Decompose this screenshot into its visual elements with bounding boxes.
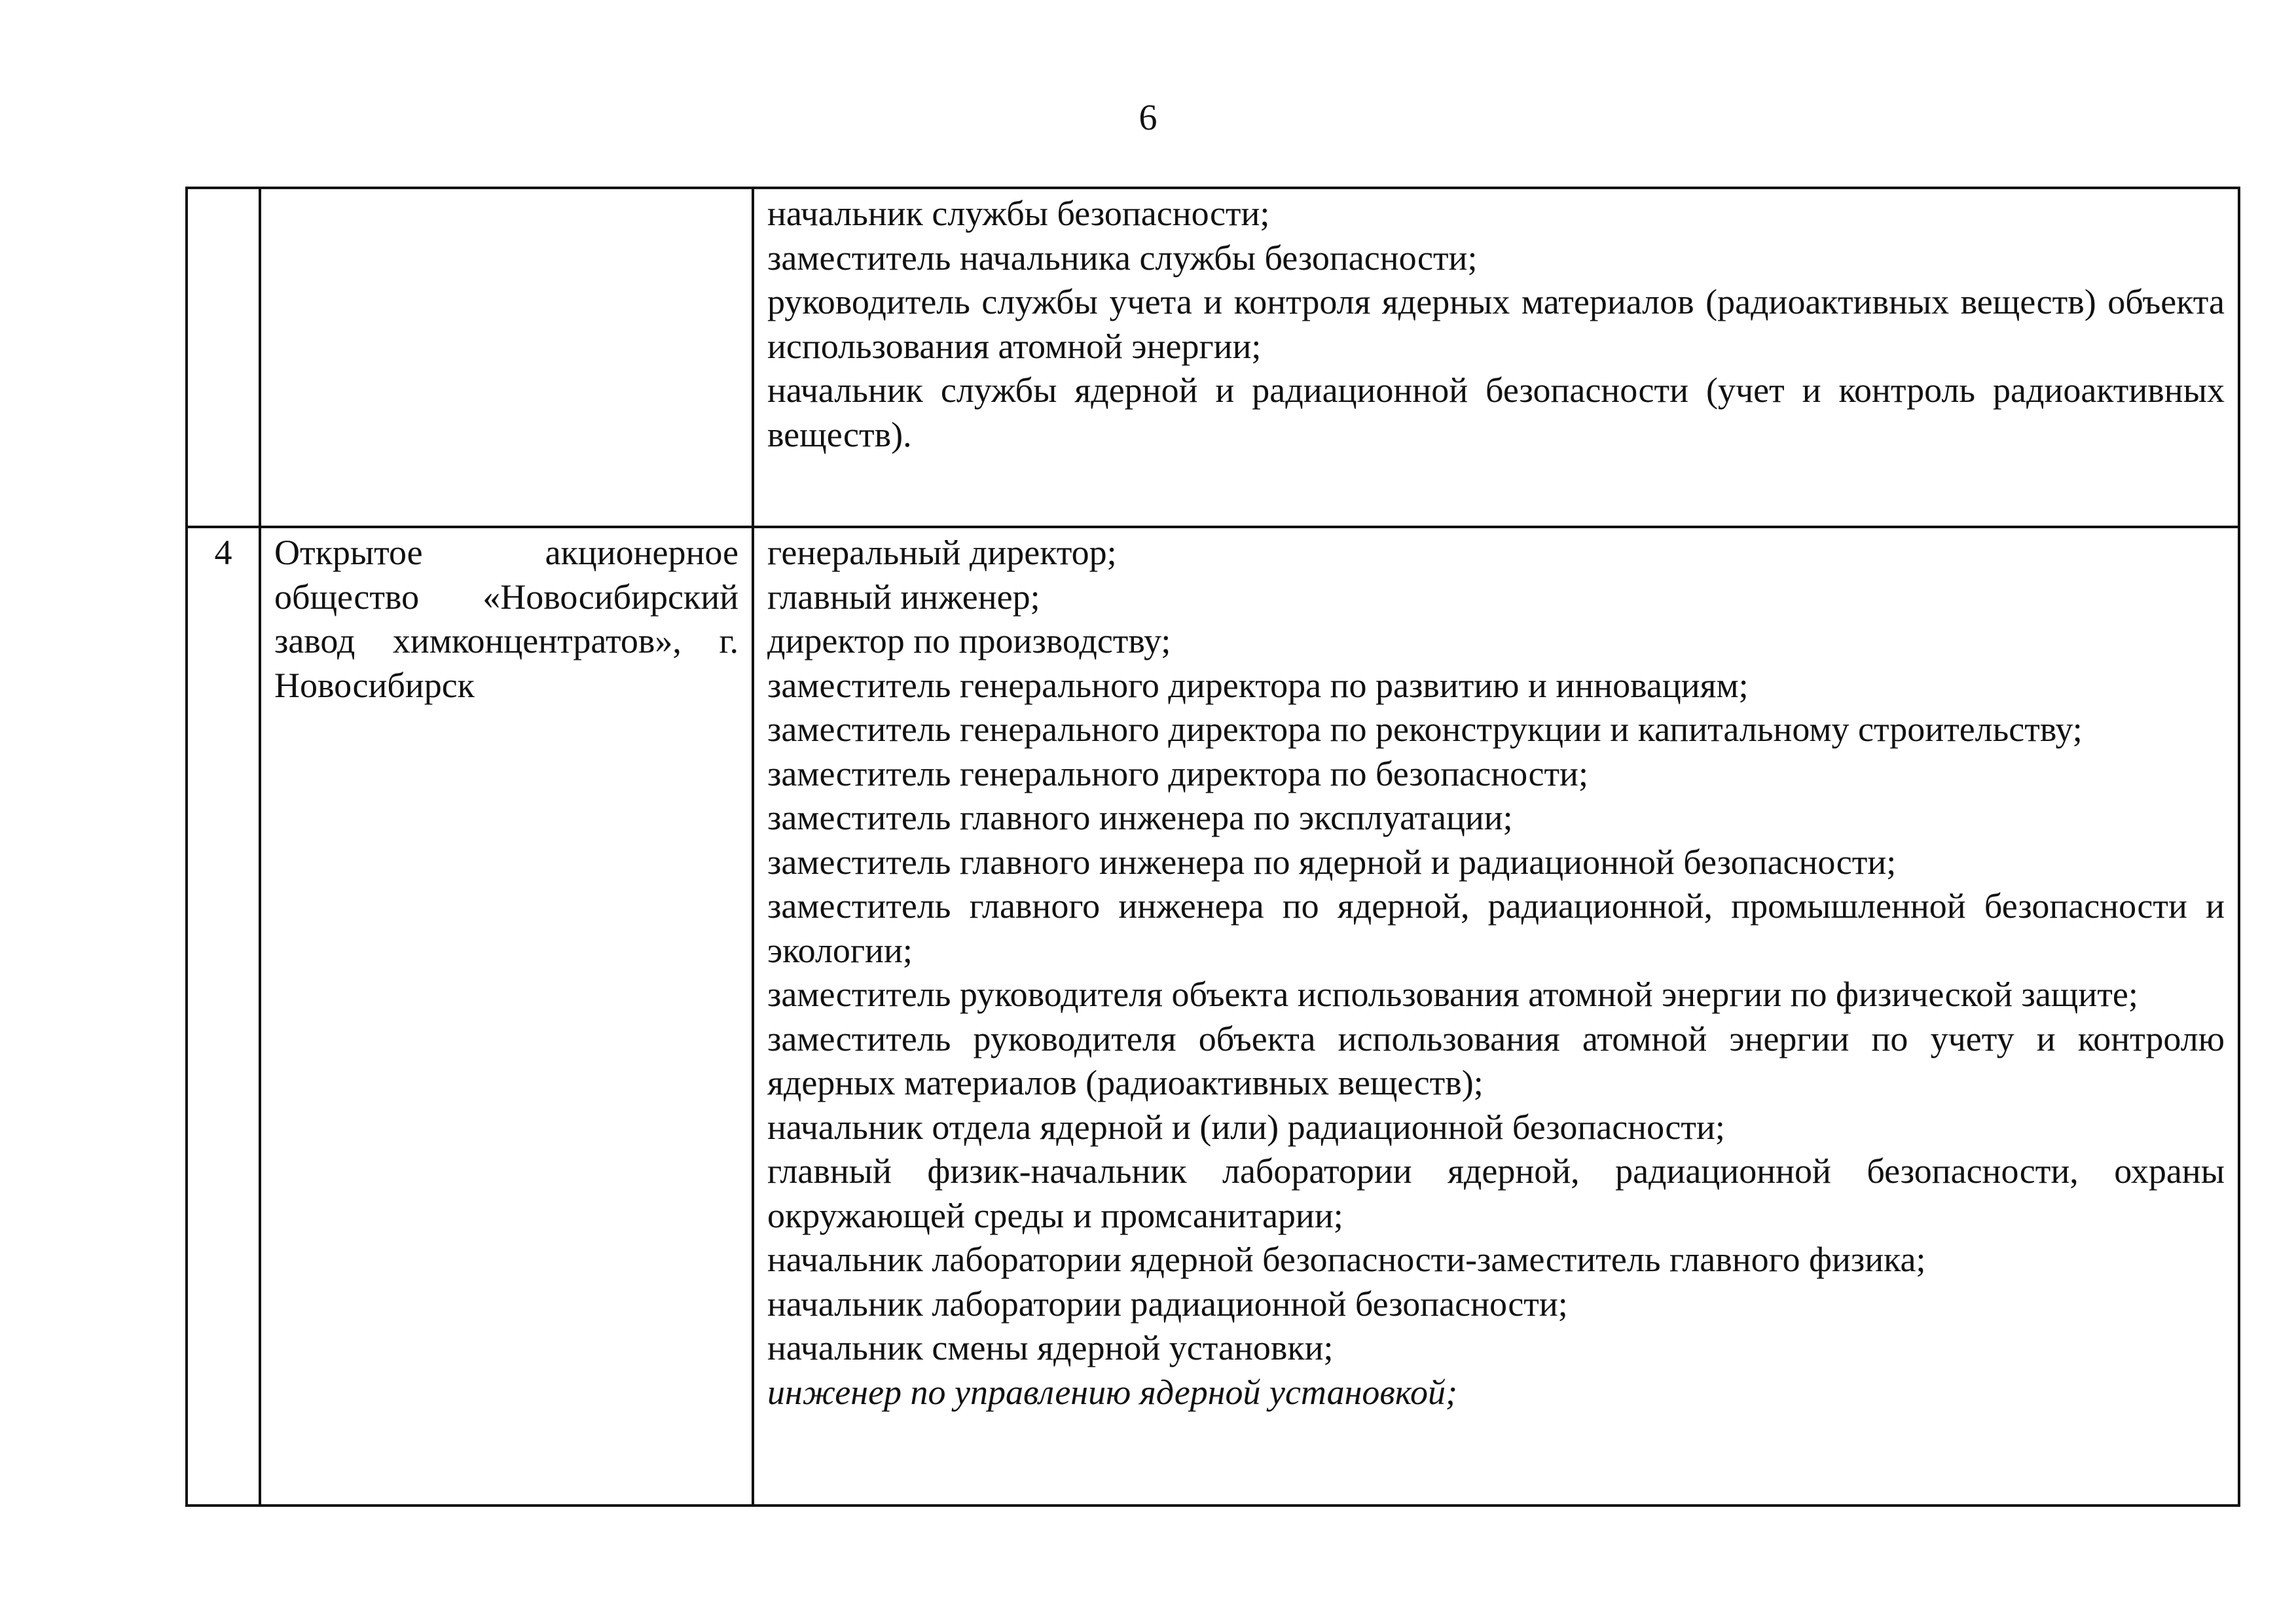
position-item: заместитель начальника службы безопасности; — [767, 238, 1478, 278]
position-item: начальник службы ядерной и радиационной безопасности (учет и контроль радиоактивных веществ). — [767, 370, 2225, 454]
positions-cell — [753, 527, 2239, 1506]
position-item: заместитель главного инженера по ядерной и радиационной безопасности; — [767, 842, 1897, 882]
position-item: заместитель генерального директора по безопасности; — [767, 753, 1588, 793]
position-item: главный инженер; — [767, 577, 1040, 617]
table-row — [187, 188, 2239, 527]
position-item: директор по производству; — [767, 621, 1171, 660]
position-item: начальник отдела ядерной и (или) радиационной безопасности; — [767, 1107, 1725, 1147]
organization-cell — [260, 188, 753, 527]
position-item: инженер по управлению ядерной установкой; — [767, 1372, 1458, 1412]
position-item: заместитель главного инженера по ядерной, радиационной, промышленной безопасности и экологии; — [767, 886, 2225, 970]
position-item: заместитель генерального директора по развитию и инновациям; — [767, 665, 1749, 705]
position-item: заместитель руководителя объекта использования атомной энергии по физической защите; — [767, 975, 2138, 1014]
position-item: начальник лаборатории радиационной безопасности; — [767, 1284, 1568, 1324]
position-item: начальник службы безопасности; — [767, 194, 1270, 233]
position-item: заместитель главного инженера по эксплуатации; — [767, 798, 1513, 837]
position-item: заместитель руководителя объекта использования атомной энергии по учету и контролю ядерных материалов (радиоактивных веществ); — [767, 1019, 2225, 1102]
positions-cell — [753, 188, 2239, 527]
organization-cell: Открытое акционерное общество «Новосибирский завод химконцентратов», г. Новосибирск — [260, 527, 753, 1506]
position-item: начальник лаборатории ядерной безопасности-заместитель главного физика; — [767, 1240, 1926, 1279]
page-number: 6 — [1139, 98, 1157, 138]
row-number-cell — [187, 188, 260, 527]
position-item: заместитель генерального директора по реконструкции и капитальному строительству; — [767, 710, 2083, 749]
position-item: главный физик-начальник лаборатории ядерной, радиационной безопасности, охраны окружающей среды и промсанитарии; — [767, 1151, 2225, 1235]
table-row — [187, 527, 2239, 1506]
position-item: руководитель службы учета и контроля ядерных материалов (радиоактивных веществ) объекта использования атомной энергии; — [767, 282, 2225, 366]
position-item: начальник смены ядерной установки; — [767, 1328, 1334, 1367]
position-item: генеральный директор; — [767, 533, 1117, 572]
positions-table — [185, 187, 2240, 1507]
row-number-cell: 4 — [187, 527, 260, 1506]
